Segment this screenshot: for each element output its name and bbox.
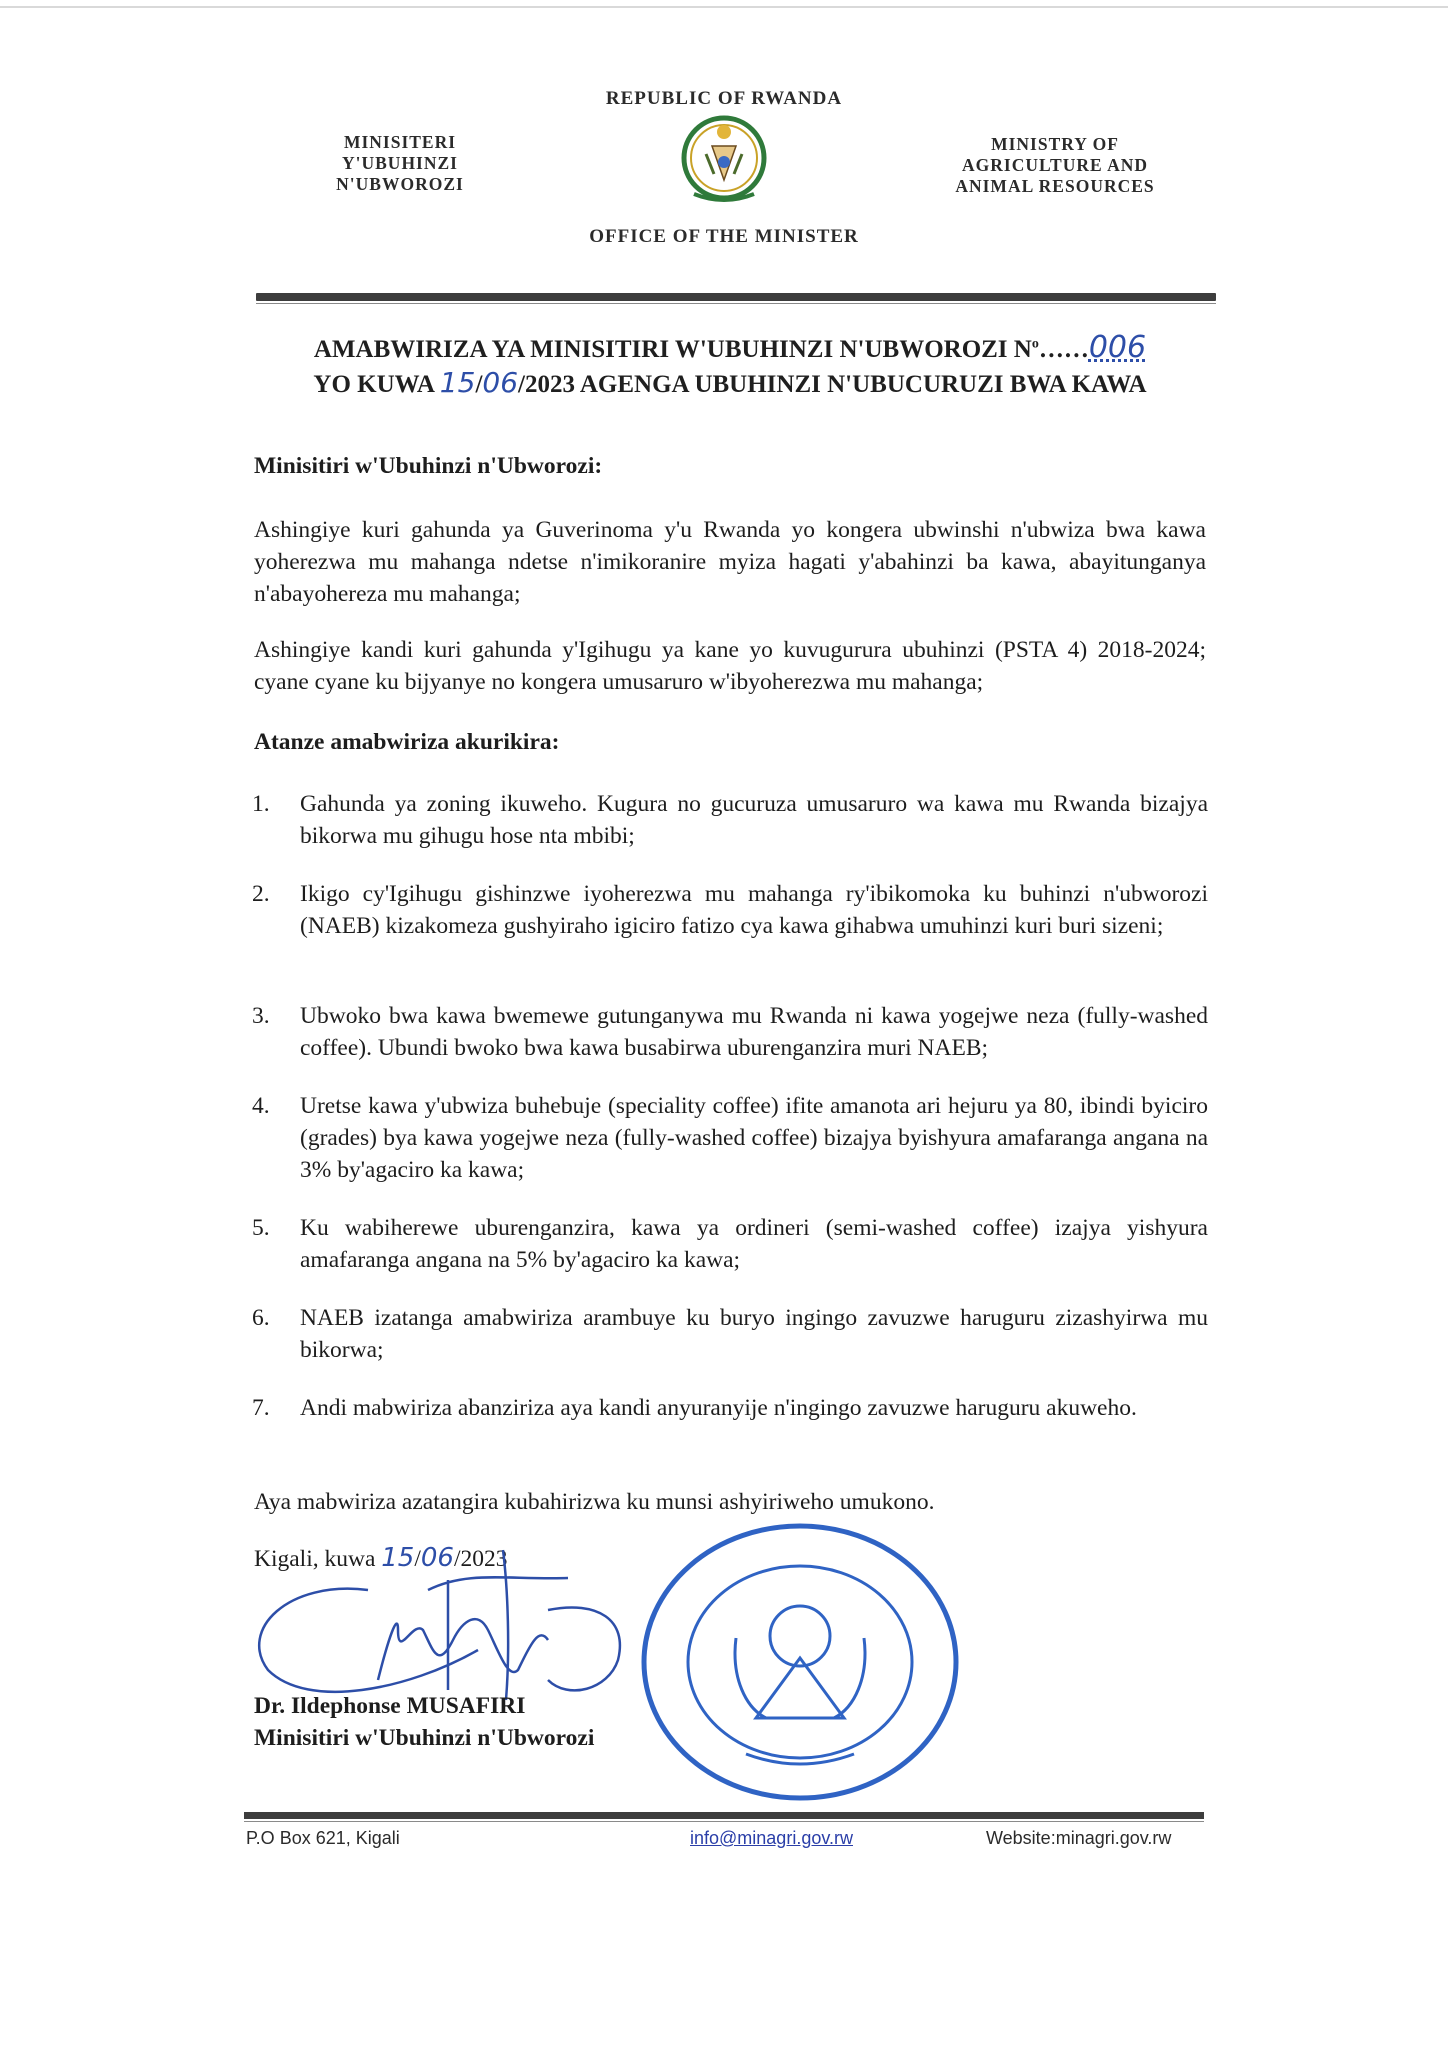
addressee: Minisitiri w'Ubuhinzi n'Ubworozi:	[254, 453, 603, 479]
ministry-name-kinyarwanda: MINISITERI Y'UBUHINZI N'UBWOROZI	[336, 132, 464, 194]
handwritten-sign-day: 15	[381, 1543, 415, 1573]
ministry-name-english: MINISTRY OF AGRICULTURE AND ANIMAL RESOURCES	[955, 134, 1155, 196]
header-rule-thin	[256, 303, 1216, 304]
postal-address: P.O Box 621, Kigali	[246, 1828, 400, 1848]
place-and-date: Kigali, kuwa 15/06/2023	[254, 1543, 508, 1573]
republic-heading: REPUBLIC OF RWANDA	[605, 88, 843, 109]
handwritten-month: 06	[482, 366, 519, 399]
preamble-paragraph-2: Ashingiye kandi kuri gahunda y'Igihugu ya kane yo kuvugurura ubuhinzi (PSTA 4) 2018-2024; cyane cyane ku bijyanye no kongera umusaruro w'ibyoherezwa mu mahanga;	[254, 637, 1206, 695]
national-emblem-icon	[668, 110, 780, 210]
signatory-name: Dr. Ildephonse MUSAFIRI	[254, 1693, 526, 1719]
document-title-line1: AMABWIRIZA YA MINISITIRI W'UBUHINZI N'UBWOROZI $N^o\dots\dots 006$	[313, 330, 1147, 365]
footer-rule-thin	[244, 1821, 1204, 1822]
scan-edge-line	[0, 6, 1448, 8]
footer-rule	[244, 1812, 1204, 1819]
handwritten-decree-number: 006	[1088, 330, 1147, 365]
header-rule	[256, 293, 1216, 301]
document-title-line2: YO KUWA 15/06/2023 AGENGA UBUHINZI N'UBUCURUZI BWA KAWA	[313, 366, 1147, 399]
website: Website:minagri.gov.rw	[986, 1828, 1172, 1848]
decree-heading: Atanze amabwiriza akurikira:	[254, 729, 560, 755]
office-heading: OFFICE OF THE MINISTER	[589, 226, 859, 247]
handwritten-day: 15	[439, 366, 476, 399]
preamble-paragraph-1: Ashingiye kuri gahunda ya Guverinoma y'u Rwanda yo kongera ubwinshi n'ubwiza bwa kawa yoherezwa mu mahanga ndetse n'imikoranire myiza hagati y'abahinzi ba kawa, abayitunganya n'abayohereza mu mahanga;	[254, 517, 1206, 607]
official-seal-icon	[636, 1518, 964, 1806]
dots-filler: ……	[1038, 336, 1089, 363]
signatory-role: Minisitiri w'Ubuhinzi n'Ubworozi	[254, 1725, 595, 1751]
handwritten-sign-month: 06	[420, 1543, 454, 1573]
document-page: REPUBLIC OF RWANDA MINISITERI Y'UBUHINZI N'UBWOROZI MINISTRY OF AGRICULTURE AND ANIMAL RESOURCES OFFICE OF THE MINISTER AMABWIRIZA YA MINISITIRI W'UBUHINZI N'UBWOROZI $N^o\dots\dots 006$ YO KUWA 15/06/2023 AGENGA UBUHINZI N'UBUCURUZI BWA KAWA Minisitiri w'Ubuhinzi n'Ubworozi: Ashingiye kuri gahunda ya Guverinoma y'u Rwanda yo kongera ubwinshi n'ubwiza bwa kawa yoherezwa mu mahanga ndetse n'imikoranire myiza hagati y'abahinzi ba kawa, abayitunganya n'abayohereza mu mahanga; Ashingiye kandi kuri gahunda y'Igihugu ya kane yo kuvugurura ubuhinzi (PSTA 4) 2018-2024; cyane cyane ku bijyanye no kongera umusaruro w'ibyoherezwa mu mahanga; Atanze amabwiriza akurikira: 1. Gahunda ya zoning ikuweho. Kugura no gucuruza umusaruro wa kawa mu Rwanda bizajya bikorwa mu gihugu hose nta mbibi; 2. Ikigo cy'Igihugu gishinzwe iyoherezwa mu mahanga ry'ibikomoka ku buhinzi n'ubworozi (NAEB) kizakomeza gushyiraho igiciro fatizo cya kawa gihabwa umuhinzi kuri buri sizeni; 3. Ubwoko bwa kawa bwemewe gutunganywa mu Rwanda ni kawa yogejwe neza (fully-washed coffee). Ubundi bwoko bwa kawa busabirwa uburenganzira muri NAEB; 4. Uretse kawa y'ubwiza buhebuje (speciality coffee) ifite amanota ari hejuru ya 80, ibindi byiciro (grades) bya kawa yogejwe neza (fully-washed coffee) bizajya byishyura amafaranga angana na 3% by'agaciro ka kawa; 5. Ku wabiherewe uburenganzira, kawa ya ordineri (semi-washed coffee) izajya yishyura amafaranga angana na 5% by'agaciro ka kawa; 6. NAEB izatanga amabwiriza arambuye ku buryo ingingo zavuzwe haruguru zizashyirwa mu bikorwa; 7. Andi mabwiriza abanziriza aya kandi anyuranyije n'ingingo zavuzwe haruguru akuweho. Aya mabwiriza azatangira kubahirizwa ku munsi ashyiriweho umukono. Kigali, kuwa 15/06/2023 Dr. Ildephonse MUSAFIRI Minisitiri w'Ubuhinzi n'Ubworozi P.O Box 621, Kigali info@minagri.gov.rw Website:minagri.gov.rw	[0, 0, 1448, 2048]
effective-date-statement: Aya mabwiriza azatangira kubahirizwa ku munsi ashyiriweho umukono.	[254, 1489, 935, 1515]
email-link[interactable]: info@minagri.gov.rw	[690, 1828, 853, 1848]
